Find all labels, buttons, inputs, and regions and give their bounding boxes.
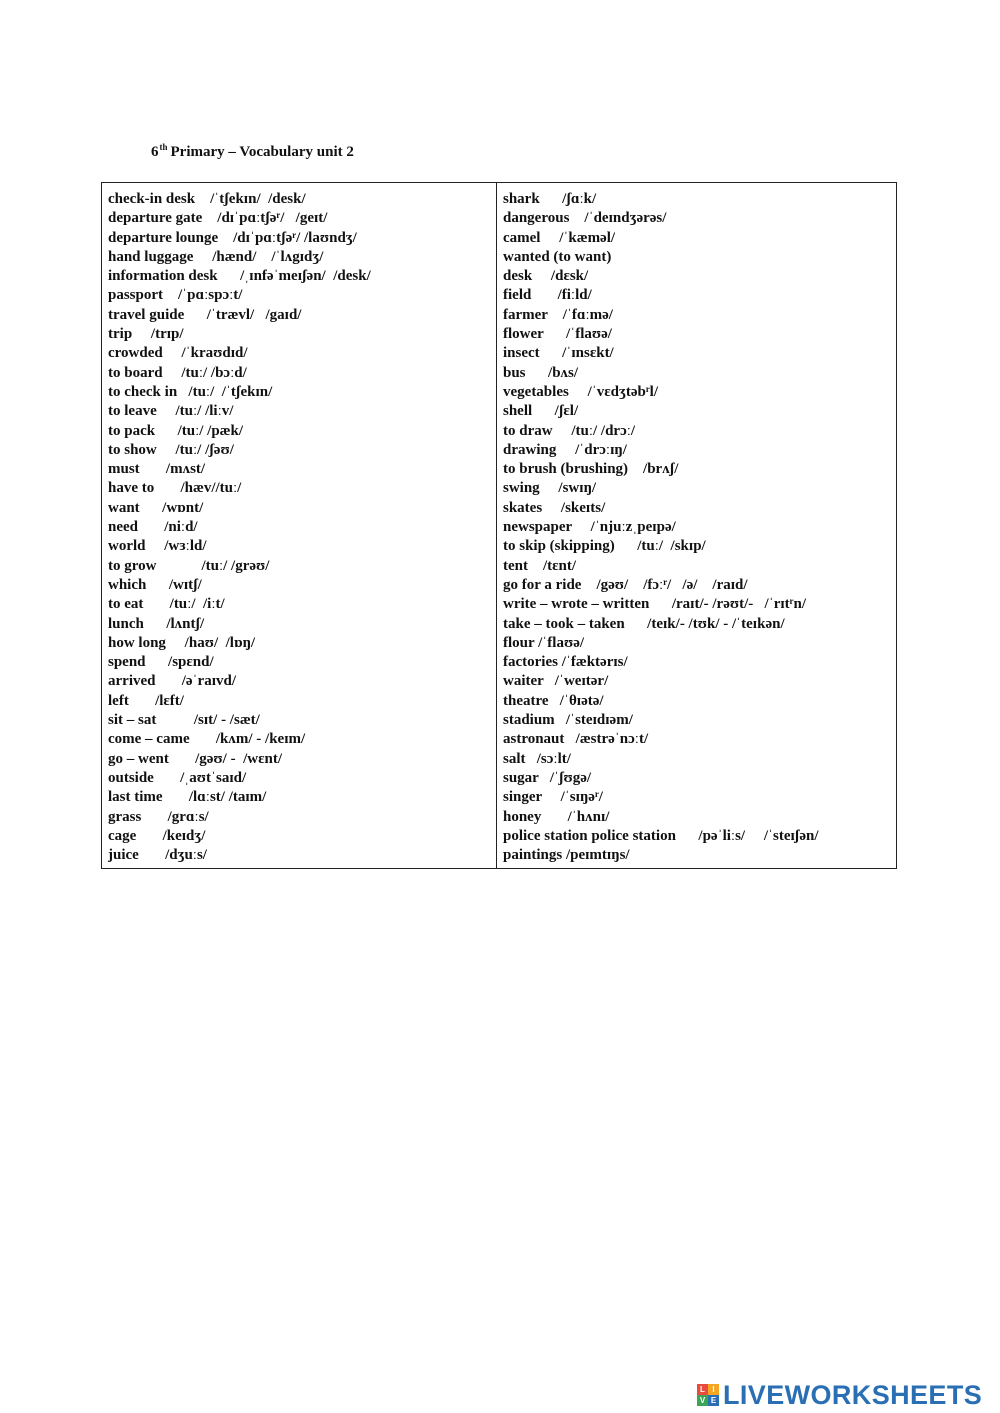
vocabulary-entry: sugar /ˈʃʊgə/ <box>503 769 592 786</box>
vocabulary-entry: travel guide /ˈtrævl/ /gaɪd/ <box>108 306 302 323</box>
page-title <box>151 142 354 161</box>
logo-mark-letter: L <box>697 1384 708 1395</box>
liveworksheets-logo-text: LIVEWORKSHEETS <box>723 1379 983 1410</box>
vocabulary-entry: must /mʌst/ <box>108 461 206 478</box>
logo-mark-letter: E <box>708 1395 719 1406</box>
vocabulary-entry: trip /trɪp/ <box>108 326 184 343</box>
vocabulary-entry: juice /dʒuːs/ <box>108 847 207 864</box>
vocabulary-entry: field /fiːld/ <box>503 287 592 304</box>
vocabulary-entry: farmer /ˈfɑːmə/ <box>503 306 613 323</box>
vocabulary-entry: dangerous /ˈdeɪndʒərəs/ <box>503 210 667 227</box>
vocabulary-entry: police station police station /pəˈliːs/ /ˈsteɪʃən/ <box>503 827 819 844</box>
vocabulary-entry: go – went /gəʊ/ - /wɛnt/ <box>108 750 282 767</box>
vocabulary-entry: to pack /tuː/ /pæk/ <box>108 422 244 439</box>
logo-mark-letter: I <box>708 1384 719 1395</box>
vocabulary-entry: singer /ˈsɪŋəʳ/ <box>503 789 603 806</box>
vocabulary-entry: hand luggage /hænd/ /ˈlʌgɪdʒ/ <box>108 248 324 265</box>
vocabulary-entry: to board /tuː/ /bɔːd/ <box>108 364 247 381</box>
vocabulary-entry: world /wɜːld/ <box>108 538 207 555</box>
vocabulary-entry: to brush (brushing) /brʌʃ/ <box>503 461 679 478</box>
vocabulary-entry: to leave /tuː/ /liːv/ <box>108 403 234 420</box>
vocabulary-entry: waiter /ˈweɪtər/ <box>503 673 609 690</box>
vocabulary-entry: paintings /peɪmtɪŋs/ <box>503 847 630 864</box>
vocabulary-entry: spend /spɛnd/ <box>108 654 214 671</box>
vocabulary-entry: to grow /tuː/ /grəʊ/ <box>108 557 270 574</box>
vocabulary-right-column <box>497 183 896 868</box>
vocabulary-entry: to draw /tuː/ /drɔː/ <box>503 422 636 439</box>
vocabulary-entry: to check in /tuː/ /ˈtʃekɪn/ <box>108 383 273 400</box>
vocabulary-entry: last time /lɑːst/ /taɪm/ <box>108 789 267 806</box>
vocabulary-entry: lunch /lʌntʃ/ <box>108 615 205 632</box>
vocabulary-entry: write – wrote – written /raɪt/- /rəʊt/- /ˈrɪtʳn/ <box>503 596 806 613</box>
vocabulary-entry: departure lounge /dɪˈpɑːtʃəʳ/ /laʊndʒ/ <box>108 229 357 246</box>
vocabulary-entry: skates /skeɪts/ <box>503 499 606 516</box>
vocabulary-entry: have to /hæv//tuː/ <box>108 480 242 497</box>
vocabulary-entry: factories /ˈfæktərɪs/ <box>503 654 628 671</box>
vocabulary-entry: camel /ˈkæməl/ <box>503 229 616 246</box>
vocabulary-entry: flour /ˈflaʊə/ <box>503 634 585 651</box>
vocabulary-entry: which /wɪtʃ/ <box>108 576 202 593</box>
vocabulary-entry: information desk /ˌɪnfəˈmeɪʃən/ /desk/ <box>108 268 371 285</box>
vocabulary-entry: left /lɛft/ <box>108 692 184 709</box>
vocabulary-entry: astronaut /æstrəˈnɔːt/ <box>503 731 649 748</box>
vocabulary-entry: flower /ˈflaʊə/ <box>503 326 612 343</box>
vocabulary-entry: to skip (skipping) /tuː/ /skɪp/ <box>503 538 706 555</box>
liveworksheets-logo-icon <box>697 1384 719 1406</box>
vocabulary-entry: go for a ride /gəʊ/ /fɔːʳ/ /ə/ /raɪd/ <box>503 576 748 593</box>
title-grade: 6 <box>151 144 159 160</box>
vocabulary-entry: want /wɒnt/ <box>108 499 204 516</box>
vocabulary-entry: departure gate /dɪˈpɑːtʃəʳ/ /geɪt/ <box>108 210 328 227</box>
vocabulary-entry: vegetables /ˈvɛdʒtəbʳl/ <box>503 383 659 400</box>
vocabulary-entry: arrived /əˈraɪvd/ <box>108 673 237 690</box>
liveworksheets-logo <box>697 1378 982 1412</box>
vocabulary-entry: take – took – taken /teɪk/- /tʊk/ - /ˈteɪkən/ <box>503 615 785 632</box>
vocabulary-entry: tent /tɛnt/ <box>503 557 577 574</box>
vocabulary-entry: theatre /ˈθɪətə/ <box>503 692 604 709</box>
vocabulary-entry: sit – sat /sɪt/ - /sæt/ <box>108 712 260 729</box>
vocabulary-entry: stadium /ˈsteɪdɪəm/ <box>503 712 633 729</box>
vocabulary-left-column <box>102 183 497 868</box>
vocabulary-entry: cage /keɪdʒ/ <box>108 827 206 844</box>
vocabulary-entry: honey /ˈhʌnɪ/ <box>503 808 610 825</box>
title-text: Primary – Vocabulary unit 2 <box>170 144 354 160</box>
vocabulary-entry: drawing /ˈdrɔːɪŋ/ <box>503 441 627 458</box>
vocabulary-entry: to show /tuː/ /ʃəʊ/ <box>108 441 234 458</box>
vocabulary-entry: wanted (to want) <box>503 248 612 265</box>
vocabulary-entry: swing /swɪŋ/ <box>503 480 597 497</box>
vocabulary-entry: grass /grɑːs/ <box>108 808 209 825</box>
vocabulary-entry: how long /haʊ/ /lɒŋ/ <box>108 634 256 651</box>
vocabulary-entry: salt /sɔːlt/ <box>503 750 571 767</box>
vocabulary-entry: check-in desk /ˈtʃekɪn/ /desk/ <box>108 191 306 207</box>
vocabulary-entry: shark /ʃɑːk/ <box>503 191 597 207</box>
vocabulary-entry: insect /ˈɪnsɛkt/ <box>503 345 614 362</box>
vocabulary-entry: to eat /tuː/ /iːt/ <box>108 596 225 613</box>
title-suffix: th <box>159 142 168 152</box>
vocabulary-table <box>101 182 897 869</box>
vocabulary-entry: come – came /kʌm/ - /keɪm/ <box>108 731 306 748</box>
logo-mark-letter: V <box>697 1395 708 1406</box>
vocabulary-entry: need /niːd/ <box>108 519 198 536</box>
vocabulary-entry: newspaper /ˈnjuːzˌpeɪpə/ <box>503 519 676 536</box>
vocabulary-entry: outside /ˌaʊtˈsaɪd/ <box>108 769 247 786</box>
vocabulary-entry: crowded /ˈkraʊdɪd/ <box>108 345 248 362</box>
vocabulary-entry: desk /dɛsk/ <box>503 268 589 285</box>
vocabulary-entry: bus /bʌs/ <box>503 364 579 381</box>
vocabulary-entry: shell /ʃɛl/ <box>503 403 579 420</box>
vocabulary-entry: passport /ˈpɑːspɔːt/ <box>108 287 243 304</box>
